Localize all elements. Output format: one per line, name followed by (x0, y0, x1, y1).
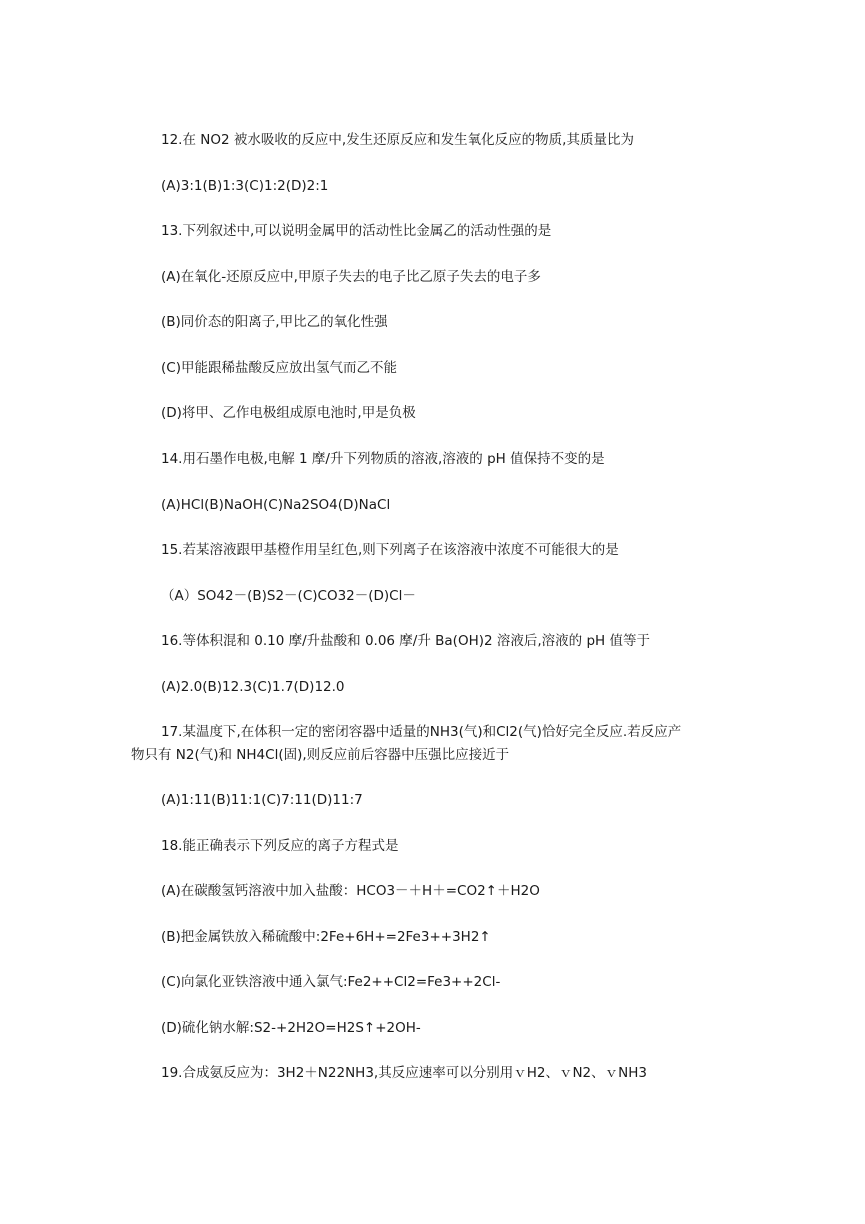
question-17-text-cont: 物只有 N2(气)和 NH4Cl(固),则反应前后容器中压强比应接近于 (131, 747, 510, 763)
question-17-text: 17.某温度下,在体积一定的密闭容器中适量的NH3(气)和Cl2(气)恰好完全反应.若反应产 (161, 724, 682, 740)
question-18-option-d: (D)硫化钠水解:S2-+2H2O=H2S↑+2OH- (161, 1020, 421, 1036)
question-13-option-a: (A)在氧化-还原反应中,甲原子失去的电子比乙原子失去的电子多 (161, 269, 541, 285)
question-13-option-c: (C)甲能跟稀盐酸反应放出氢气而乙不能 (161, 360, 397, 376)
question-12-text: 12.在 NO2 被水吸收的反应中,发生还原反应和发生氧化反应的物质,其质量比为 (161, 132, 634, 148)
question-13-text: 13.下列叙述中,可以说明金属甲的活动性比金属乙的活动性强的是 (161, 223, 552, 239)
question-17-options: (A)1:11(B)11:1(C)7:11(D)11:7 (161, 792, 363, 808)
question-16-options: (A)2.0(B)12.3(C)1.7(D)12.0 (161, 679, 345, 695)
question-15-text: 15.若某溶液跟甲基橙作用呈红色,则下列离子在该溶液中浓度不可能很大的是 (161, 542, 619, 558)
question-18-option-a: (A)在碳酸氢钙溶液中加入盐酸：HCO3－＋H＋=CO2↑＋H2O (161, 883, 540, 899)
question-18-option-b: (B)把金属铁放入稀硫酸中:2Fe+6H+=2Fe3++3H2↑ (161, 929, 491, 945)
question-13-option-d: (D)将甲、乙作电极组成原电池时,甲是负极 (161, 405, 416, 421)
question-13-option-b: (B)同价态的阳离子,甲比乙的氧化性强 (161, 314, 388, 330)
question-15-options: （A）SO42－(B)S2－(C)CO32－(D)Cl－ (161, 588, 416, 604)
question-14-options: (A)HCl(B)NaOH(C)Na2SO4(D)NaCl (161, 497, 391, 513)
question-19-text: 19.合成氨反应为：3H2＋N22NH3,其反应速率可以分别用ｖH2、ｖN2、ｖNH3 (161, 1065, 647, 1081)
question-18-text: 18.能正确表示下列反应的离子方程式是 (161, 838, 399, 854)
question-18-option-c: (C)向氯化亚铁溶液中通入氯气:Fe2++Cl2=Fe3++2Cl- (161, 974, 501, 990)
question-16-text: 16.等体积混和 0.10 摩/升盐酸和 0.06 摩/升 Ba(OH)2 溶液后,溶液的 pH 值等于 (161, 633, 650, 649)
question-14-text: 14.用石墨作电极,电解 1 摩/升下列物质的溶液,溶液的 pH 值保持不变的是 (161, 451, 605, 467)
question-12-options: (A)3:1(B)1:3(C)1:2(D)2:1 (161, 178, 329, 194)
